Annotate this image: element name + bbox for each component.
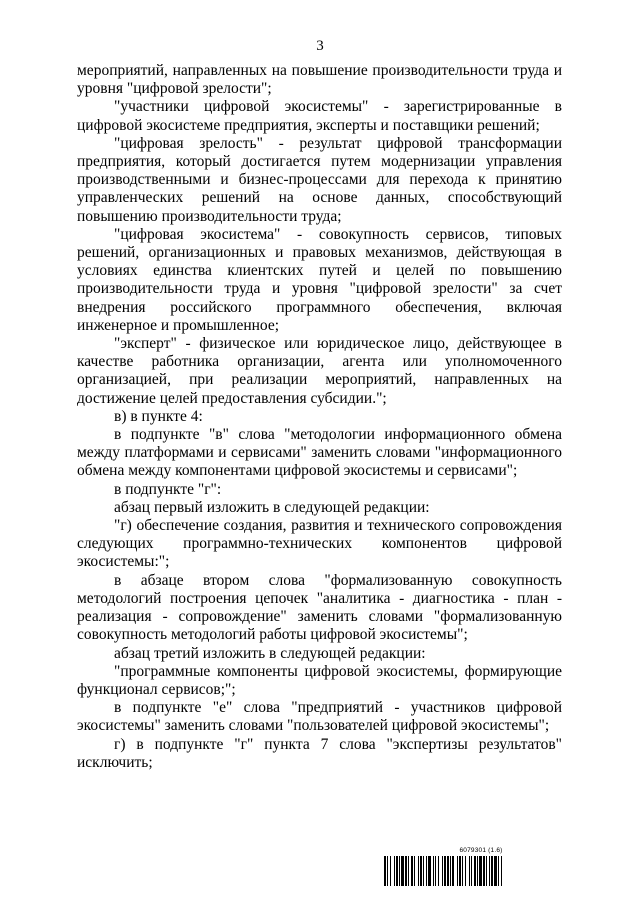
paragraph: в) в пункте 4: xyxy=(114,407,203,425)
paragraph: "участники цифровой экосистемы" - зарегистрированные в цифровой экосистеме предприятия, эксперты и поставщики решений; xyxy=(77,98,562,134)
paragraph: "эксперт" - физическое или юридическое лицо, действующее в качестве работника организации, агента или уполномоченного организацией, при реализации мероприятий, направленных на достижение целей предоставления субсидии."; xyxy=(77,335,562,407)
document-body xyxy=(77,62,562,772)
paragraph: "цифровая зрелость" - результат цифровой трансформации предприятия, который достигается путем модернизации управления производственными и бизнес-процессами для перехода к принятию управленческих решений на основе данных, способствующий повышению производительности труда; xyxy=(77,134,562,225)
paragraph: "цифровая экосистема" - совокупность сервисов, типовых решений, организационных и правовых механизмов, действующая в условиях единства клиентских путей и целей по повышению производительности труда и уровня "цифровой зрелости" за счет внедрения российского программного обеспечения, включая инженерное и промышленное; xyxy=(77,225,562,334)
paragraph: в подпункте "г": xyxy=(114,480,222,498)
paragraph: абзац первый изложить в следующей редакции: xyxy=(114,498,430,516)
document-barcode xyxy=(384,847,564,887)
paragraph: в подпункте "е" слова "предприятий - участников цифровой экосистемы" заменить словами "пользователей цифровой экосистемы"; xyxy=(77,699,562,735)
paragraph: в абзаце втором слова "формализованную совокупность методологий построения цепочек "аналитика - диагностика - план - реализация - сопровождение" заменить словами "формализованную совокупность методологий работы цифровой экосистемы"; xyxy=(77,571,562,644)
paragraph: в подпункте "в" слова "методологии информационного обмена между платформами и сервисами" заменить словами "информационного обмена между компонентами цифровой экосистемы и сервисами"; xyxy=(77,426,562,480)
page-number: 3 xyxy=(316,38,324,54)
paragraph: абзац третий изложить в следующей редакции: xyxy=(114,644,426,662)
barcode-icon xyxy=(384,856,564,886)
paragraph: "программные компоненты цифровой экосистемы, формирующие функционал сервисов;"; xyxy=(77,662,562,698)
paragraph: г) в подпункте "г" пункта 7 слова "экспертизы результатов" исключить; xyxy=(77,735,562,771)
paragraph: "г) обеспечение создания, развития и технического сопровождения следующих программно-технических компонентов цифровой экосистемы:"; xyxy=(77,517,562,571)
paragraph: мероприятий, направленных на повышение производительности труда и уровня "цифровой зрелости"; xyxy=(77,62,562,98)
barcode-code: 6079301 (1.6) xyxy=(459,847,503,854)
